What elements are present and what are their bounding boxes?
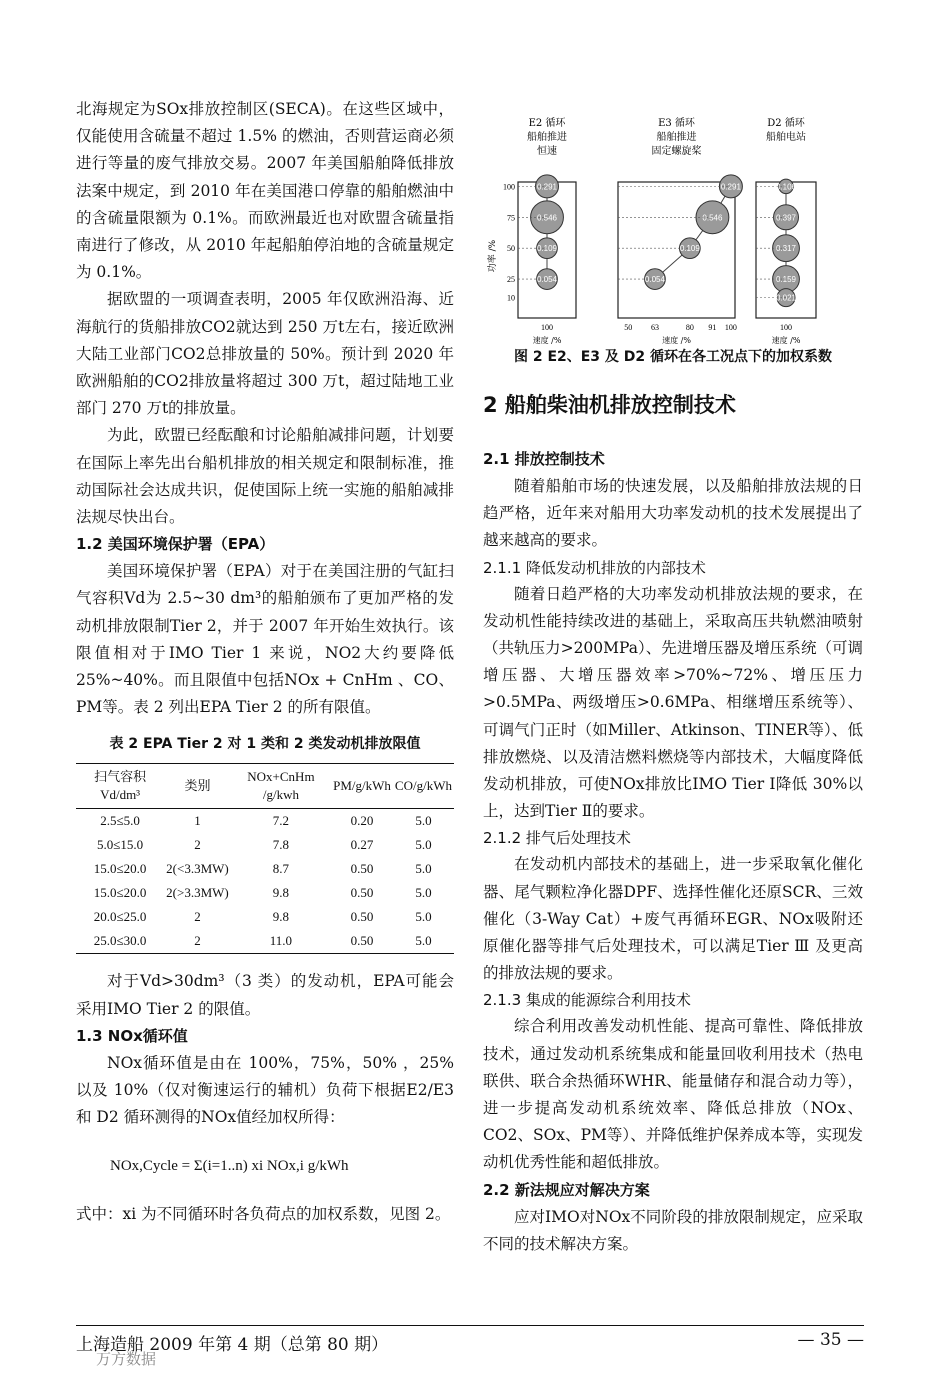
paragraph-where: 式中：xi 为不同循环时各负荷点的加权系数，见图 2。 <box>76 1205 451 1224</box>
table-row <box>76 929 454 954</box>
table-cell: 1 <box>194 813 201 829</box>
table-header-cell: 类别 <box>164 764 231 809</box>
table-row <box>76 881 454 905</box>
table-header-cell: PM/g/kWh <box>331 764 393 809</box>
table-cell: 2 <box>194 909 201 925</box>
y-axis-label: 功率 /% <box>488 239 498 273</box>
paragraph-solutions: 应对IMO对NOx不同阶段的排放限制规定，应采取不同的技术解决方案。 <box>483 1207 863 1253</box>
weighting-chart <box>483 96 863 346</box>
paragraph-market: 随着船舶市场的快速发展，以及船舶排放法规的日趋严格，近年来对船用大功率发动机的技术发展提出了越来越高的要求。 <box>483 477 863 550</box>
x-tick-label: 100 <box>541 323 553 332</box>
table-cell: 0.50 <box>350 909 374 925</box>
panel-title-line: 船舶电站 <box>766 132 806 143</box>
table-header-cell: NOx+CnHm /g/kwh <box>231 764 331 809</box>
table-caption: 表 2 EPA Tier 2 对 1 类和 2 类发动机排放限值 <box>109 736 421 753</box>
x-tick-label: 50 <box>624 323 633 332</box>
table-header-cell: CO/g/kWh <box>393 764 454 809</box>
panel-title-line: E2 循环 <box>528 118 566 129</box>
paragraph-energy: 综合利用改善发动机性能、提高可靠性、降低排放技术，通过发动机系统集成和能量回收利用技术（热电联供、联合余热循环WHR、能量储存和混合动力等），进一步提高发动机系统效率、降低总排放（NOx、CO2、SOx、PM等）、并降低维护保养成本等，实现发动机优秀性能和超低排放。 <box>483 1017 863 1172</box>
table-cell: 0.50 <box>350 861 374 877</box>
footer-rule <box>76 1325 864 1326</box>
x-tick-label: 80 <box>685 323 694 332</box>
table-cell: 5.0 <box>415 861 432 877</box>
weight-label: 0.397 <box>775 213 797 223</box>
table-cell: 7.8 <box>272 837 290 853</box>
table-cell: 5.0 <box>415 885 432 901</box>
weight-label: 0.054 <box>536 275 558 285</box>
heading-2-1: 2.1 排放控制技术 <box>483 450 605 468</box>
table-cell: 2 <box>194 837 201 853</box>
table-row <box>76 857 454 881</box>
table-cell: 2(<3.3MW) <box>166 861 229 877</box>
table-cell: 0.50 <box>331 929 393 954</box>
heading-2-1-1: 2.1.1 降低发动机排放的内部技术 <box>483 558 706 577</box>
paragraph-nox-cycle: NOx循环值是由在 100%，75%，50% ，25% 以及 10%（仅对衡速运行的辅机）负荷下根据E2/E3 和 D2 循环测得的NOx值经加权所得： <box>76 1053 454 1127</box>
panel-title-line: 固定螺旋桨 <box>651 146 702 157</box>
y-tick-label: 75 <box>507 213 515 223</box>
table-cell: 0.20 <box>350 813 374 829</box>
heading-2-1-2: 2.1.2 排气后处理技术 <box>483 829 631 848</box>
panel-title-line: 船舶推进 <box>527 132 567 143</box>
table-cell: 20.0≤25.0 <box>93 909 147 925</box>
weight-label: 0.109 <box>536 244 558 254</box>
weight-label: 0.054 <box>644 275 665 285</box>
nox-cycle-formula: NOx,Cycle = Σ(i=1..n) xi NOx,i g/kWh <box>110 1157 349 1174</box>
weight-label: 0.546 <box>702 213 723 223</box>
paragraph-eu-survey: 据欧盟的一项调查表明，2005 年仅欧洲沿海、近海航行的货船排放CO2就达到 250 万t左右，接近欧洲大陆工业部门CO2总排放量的 50%。预计到 2020 年欧洲船舶的CO2排放量将超过 300 万t，超过陆地工业部门 270 万t的排放量。 <box>76 290 454 418</box>
figure-caption: 图 2 E2、E3 及 D2 循环在各工况点下的加权系数 <box>513 349 833 365</box>
table-cell: 0.50 <box>350 885 374 901</box>
weight-label: 0.291 <box>720 182 741 192</box>
table-cell: 2 <box>164 929 231 954</box>
table-cell: 5.0 <box>415 909 432 925</box>
y-tick-label: 10 <box>507 293 515 303</box>
weight-label: 0.317 <box>775 244 797 254</box>
y-tick-label: 100 <box>503 182 515 192</box>
table-header-row <box>76 764 454 809</box>
panel-title-line: D2 循环 <box>767 118 805 129</box>
table-cell: 5.0≤15.0 <box>97 837 144 853</box>
x-axis-label: 速度 /% <box>532 336 562 345</box>
x-tick-label: 100 <box>724 323 737 332</box>
figure-2 <box>483 96 863 346</box>
paragraph-epa: 美国环境保护署（EPA）对于在美国注册的气缸扫气容积Vd为 2.5~30 dm³的船舶颁布了更加严格的发动机排放限制Tier 2，并于 2007 年开始生效执行。该限值相对于IMO Tier 1 来说，NO2大约要降低 25%~40%。而且限值中包括NOx + CnHm 、CO、PM等。表 2 列出EPA Tier 2 的所有限值。 <box>76 562 454 717</box>
table-cell: 2(>3.3MW) <box>166 885 229 901</box>
cycle-line <box>655 186 731 279</box>
paragraph-seca: 北海规定为SOx排放控制区(SECA)。在这些区域中，仅能使用含硫量不超过 1.5% 的燃油，否则营运商必须进行等量的废气排放交易。2007 年美国船舶降低排放法案中规定，到 2010 年在美国港口停靠的船舶燃油中的含硫量限额为 0.1%。而欧洲最近也对欧盟含硫量指南进行了修改，从 2010 年起船舶停泊地的含硫量规定为 0.1%。 <box>76 100 454 282</box>
heading-1-3: 1.3 NOx循环值 <box>76 1026 188 1045</box>
heading-2-1-3: 2.1.3 集成的能源综合利用技术 <box>483 991 691 1010</box>
table-cell: 25.0≤30.0 <box>76 929 164 954</box>
y-tick-label: 25 <box>507 275 515 285</box>
weight-label: 0.021 <box>775 293 797 303</box>
table-cell: 8.7 <box>272 861 290 877</box>
panel-title-line: 恒速 <box>537 146 557 157</box>
table-cell: 2.5≤5.0 <box>100 813 140 829</box>
panel-title-line: 船舶推进 <box>656 132 697 143</box>
table-header-cell: 扫气容积 Vd/dm³ <box>76 764 164 809</box>
table-row <box>76 905 454 929</box>
table-row <box>76 809 454 834</box>
paragraph-class3: 对于Vd>30dm³（3 类）的发动机，EPA可能会采用IMO Tier 2 的限值。 <box>76 972 454 1018</box>
table-cell: 15.0≤20.0 <box>93 861 147 877</box>
y-tick-label: 50 <box>507 244 515 254</box>
weight-label: 0.106 <box>775 182 797 192</box>
weight-label: 0.109 <box>679 244 700 254</box>
weight-label: 0.291 <box>536 182 558 192</box>
table-cell: 5.0 <box>415 813 432 829</box>
x-axis-label: 速度 /% <box>771 336 801 345</box>
table-cell: 5.0 <box>415 837 432 853</box>
x-axis-label: 速度 /% <box>662 336 691 345</box>
heading-1-2: 1.2 美国环境保护署（EPA） <box>76 535 275 554</box>
page-number: — 35 — <box>797 1330 864 1350</box>
left-column <box>76 96 454 1229</box>
table-cell: 11.0 <box>231 929 331 954</box>
weight-label: 0.546 <box>536 213 558 223</box>
table-cell: 0.27 <box>350 837 374 853</box>
x-tick-label: 100 <box>780 323 792 332</box>
panel-title-line: E3 循环 <box>658 118 695 129</box>
table-cell: 5.0 <box>393 929 454 954</box>
paragraph-eu-plan: 为此，欧盟已经酝酿和讨论船舶减排问题，计划要在国际上率先出台船机排放的相关规定和限制标准，推动国际社会达成共识，促使国际上统一实施的船舶减排法规尽快出台。 <box>76 426 454 527</box>
watermark: 万方数据 <box>96 1350 157 1368</box>
paragraph-internal-tech: 随着日趋严格的大功率发动机排放法规的要求，在发动机性能持续改进的基础上，采取高压共轨燃油喷射（共轨压力>200MPa）、先进增压器及增压系统（可调增压器、大增压器效率>70%~72%、增压压力>0.5MPa、两级增压>0.6MPa、相继增压系统等）、可调气门正时（如Miller、Atkinson、TINER等）、低排放燃烧、以及清洁燃料燃烧等内部技术，大幅度降低发动机排放，可使NOx排放比IMO Tier Ⅰ降低 30%以上，达到Tier Ⅱ的要求。 <box>483 584 863 821</box>
journal-footer: 上海造船 2009 年第 4 期（总第 80 期） <box>76 1335 389 1355</box>
right-column <box>483 96 863 1258</box>
section-2-heading: 2 船舶柴油机排放控制技术 <box>483 393 736 417</box>
table-cell: 9.8 <box>272 909 290 925</box>
x-tick-label: 91 <box>708 323 717 332</box>
table-row <box>76 833 454 857</box>
table-cell: 15.0≤20.0 <box>93 885 147 901</box>
paragraph-aftertreatment: 在发动机内部技术的基础上，进一步采取氧化催化器、尾气颗粒净化器DPF、选择性催化还原SCR、三效催化（3-Way Cat）+废气再循环EGR、NOx吸附还原催化器等排气后处理技术，可以满足Tier Ⅲ 及更高的排放法规的要求。 <box>483 855 863 983</box>
epa-tier2-table <box>76 763 454 954</box>
x-tick-label: 63 <box>650 323 659 332</box>
table-cell: 9.8 <box>272 885 290 901</box>
heading-2-2: 2.2 新法规应对解决方案 <box>483 1180 650 1199</box>
table-cell: 7.2 <box>272 813 290 829</box>
weight-label: 0.159 <box>775 275 797 285</box>
